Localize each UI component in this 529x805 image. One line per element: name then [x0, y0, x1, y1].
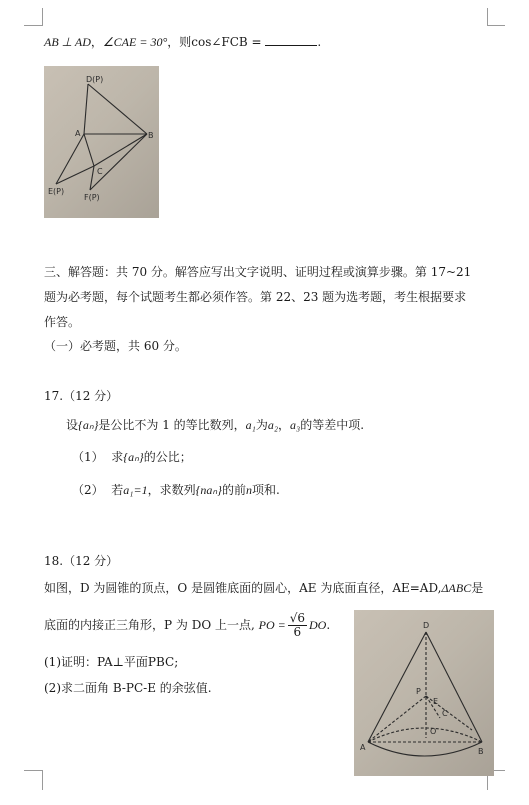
label-B: B — [148, 131, 154, 140]
term-a1: a₁ — [245, 418, 256, 432]
q18-heading: 18.（12 分） — [44, 554, 119, 568]
q17-heading: 17.（12 分） — [44, 389, 119, 403]
segment-PA — [368, 696, 426, 742]
segment-AC — [84, 134, 94, 166]
cone-edge-DB — [426, 632, 482, 742]
label-C: C — [97, 167, 103, 176]
question-ask: ，则cos∠FCB = — [167, 35, 266, 49]
label-B: B — [478, 747, 484, 756]
figure-cone-drawing — [354, 610, 494, 776]
fraction-sqrt6-over-6: $\frac{√6}{6}$ — [289, 611, 305, 639]
segment-EC — [56, 166, 94, 184]
q18-part2: (2)求二面角 B-PC-E 的余弦值. — [44, 681, 212, 695]
segment-DB — [88, 84, 147, 134]
answer-blank — [265, 35, 317, 46]
label-D: D(P) — [86, 75, 104, 84]
base-front-arc — [368, 742, 482, 756]
q18-stem-line2: 底面的内接正三角形，P 为 DO 上一点, PO = $\frac{√6}{6}$ DO. — [44, 611, 331, 639]
section3-line2: 题为必考题，每个试题考生都必须作答。第 22、23 题为选考题，考生根据要求 — [44, 290, 467, 304]
label-P: P — [416, 687, 421, 696]
label-A: A — [75, 129, 81, 138]
section3-line3: 作答。 — [44, 315, 81, 329]
term-a3: a₃ — [290, 418, 301, 432]
question-tail-line — [44, 34, 321, 50]
q17-part1: （1） 求{aₙ}的公比； — [72, 450, 192, 464]
section3-required-heading: （一）必考题，共 60 分。 — [44, 339, 187, 353]
q17-part2: （2） 若a₁=1，求数列{naₙ}的前n项和. — [72, 483, 280, 497]
figure-folded-triangle-photo — [44, 66, 159, 218]
label-F: F(P) — [84, 193, 100, 202]
label-E: E(P) — [48, 187, 65, 196]
segment-AE — [56, 134, 84, 184]
separator: ， — [90, 35, 103, 49]
label-O: O — [430, 727, 437, 736]
base-back-arc — [368, 728, 482, 742]
figure-folded-triangle-drawing — [44, 66, 159, 218]
q18-stem-line1: 如图，D 为圆锥的顶点，O 是圆锥底面的圆心，AE 为底面直径，AE=AD,ΔABC是 — [44, 581, 484, 595]
label-C: C — [442, 709, 448, 718]
corner-mark-top-right-h — [487, 25, 505, 26]
corner-mark-top-right-v — [487, 8, 488, 26]
sequence-an: {aₙ} — [78, 418, 99, 432]
label-A: A — [360, 743, 366, 752]
condition-perpendicular: AB ⊥ AD — [44, 35, 91, 49]
term-a2: a₂ — [267, 418, 279, 432]
triangle-abc: ΔABC — [441, 581, 472, 595]
segment-DA — [84, 84, 88, 134]
condition-angle: ∠CAE = 30° — [102, 35, 168, 49]
question-end: . — [317, 35, 322, 49]
corner-mark-bottom-left-v — [42, 770, 43, 790]
expr-po: PO = — [258, 618, 286, 632]
figure-cone-photo — [354, 610, 494, 776]
segment-CB — [94, 134, 147, 166]
corner-mark-top-left-h — [24, 25, 42, 26]
expr-do: DO — [309, 618, 327, 632]
corner-mark-bottom-left-h — [24, 770, 42, 771]
segment-FB — [90, 134, 147, 190]
corner-mark-top-left-v — [42, 8, 43, 26]
label-D: D — [423, 621, 430, 630]
section3-line1: 三、解答题：共 70 分。解答应写出文字说明、证明过程或演算步骤。第 17~21 — [44, 265, 472, 279]
q18-part1: (1)证明：PA⊥平面PBC; — [44, 655, 179, 669]
label-E: E — [433, 697, 439, 706]
q17-stem: 设{aₙ}是公比不为 1 的等比数列，a₁为a₂，a₃的等差中项. — [66, 418, 365, 432]
